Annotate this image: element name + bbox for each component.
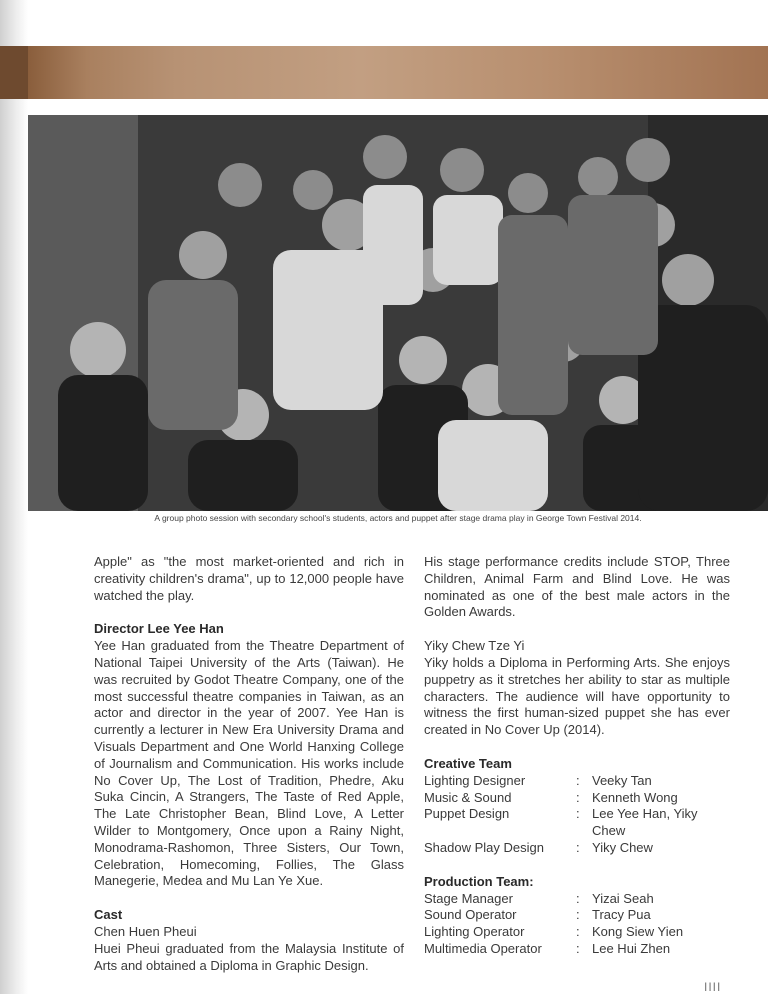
- team-role: Lighting Designer: [424, 772, 526, 788]
- creative-team-heading: Creative Team: [424, 755, 512, 771]
- cast-member-paragraph: Huei Pheui graduated from the Malaysia Institute of Arts and obtained a Diploma in Graphic Design.: [94, 940, 404, 973]
- team-row: [424, 790, 730, 807]
- team-separator: :: [576, 890, 580, 906]
- cast-member-2-name: Yiky Chew Tze Yi: [424, 638, 525, 654]
- team-separator: :: [576, 907, 580, 923]
- group-photo-figures: [28, 115, 768, 511]
- cast-member-name: Chen Huen Pheui: [94, 923, 197, 939]
- team-separator: :: [576, 839, 580, 855]
- banner-left-block: [0, 46, 28, 99]
- team-name: Lee Yee Han, Yiky Chew: [592, 806, 698, 839]
- team-row: [424, 891, 730, 908]
- team-role: Lighting Operator: [424, 924, 525, 940]
- team-role: Multimedia Operator: [424, 940, 542, 956]
- right-column: [424, 554, 730, 958]
- team-role: Shadow Play Design: [424, 839, 544, 855]
- header-banner: [28, 46, 768, 99]
- team-name: Tracy Pua: [592, 907, 651, 923]
- page-edge-shadow: [0, 0, 28, 994]
- team-separator: :: [576, 772, 580, 788]
- team-role: Stage Manager: [424, 890, 513, 906]
- team-name: Veeky Tan: [592, 772, 652, 788]
- team-row: [424, 941, 730, 958]
- team-role: Music & Sound: [424, 789, 512, 805]
- photo-caption: A group photo session with secondary school's students, actors and puppet after stage drama play in George Town Festival 2014.: [154, 513, 642, 523]
- cast-heading: Cast: [94, 907, 123, 923]
- group-photo: [28, 115, 768, 511]
- team-row: [424, 773, 730, 790]
- team-name: Yiky Chew: [592, 839, 653, 855]
- intro-paragraph: Apple" as "the most market-oriented and rich in creativity children's drama", up to 12,000 people have watched the play.: [94, 554, 404, 603]
- team-name: Kenneth Wong: [592, 789, 678, 805]
- stage-credits-paragraph: His stage performance credits include STOP, Three Children, Animal Farm and Blind Love. He was nominated as one of the best male actors in the Golden Awards.: [424, 554, 730, 620]
- production-team-list: [424, 891, 730, 958]
- team-name: Yizai Seah: [592, 890, 654, 906]
- cast-member-2-paragraph: Yiky holds a Diploma in Performing Arts. She enjoys puppetry as it stretches her ability to star as multiple characters. The audience will have opportunity to witness the first human-sized puppet she has ever created in No Cover Up (2014).: [424, 654, 730, 738]
- team-separator: :: [576, 940, 580, 956]
- team-name: Lee Hui Zhen: [592, 940, 671, 956]
- team-row: [424, 840, 730, 857]
- creative-team-list: [424, 773, 730, 857]
- director-paragraph: Yee Han graduated from the Theatre Department of National Taipei University of the Arts (Taiwan). He was recruited by Godot Theatre Company, one of the most successful theatre companies in Taiwan, as an actor and director in the year of 2007. Yee Han is currently a lecturer in New Era University Drama and Visuals Department and One World Hanxing College of Journalism and Communication. His works include No Cover Up, The Lost of Tradition, Phedre, Aku Suka Cincin, A Strangers, The Taste of Red Apple, The Late Christopher Bean, Blind Love, A Letter Wilder to Montgomery, Once upon a Rainy Night, Monodrama-Rashomon, Three Sisters, Our Town, Celebration, Homecoming, Follies, The Glass Manegerie, Medea and Mu Lan Ye Xue.: [94, 638, 404, 889]
- team-separator: :: [576, 924, 580, 940]
- team-separator: :: [576, 806, 580, 822]
- team-name: Kong Siew Yien: [592, 924, 684, 940]
- team-row: [424, 806, 730, 840]
- team-role: Puppet Design: [424, 806, 510, 822]
- page-number-mark: IIII: [704, 980, 722, 994]
- team-separator: :: [576, 789, 580, 805]
- director-heading: Director Lee Yee Han: [94, 621, 224, 637]
- team-row: [424, 924, 730, 941]
- production-team-heading: Production Team:: [424, 873, 534, 889]
- team-role: Sound Operator: [424, 907, 517, 923]
- left-column: [94, 554, 404, 974]
- team-row: [424, 907, 730, 924]
